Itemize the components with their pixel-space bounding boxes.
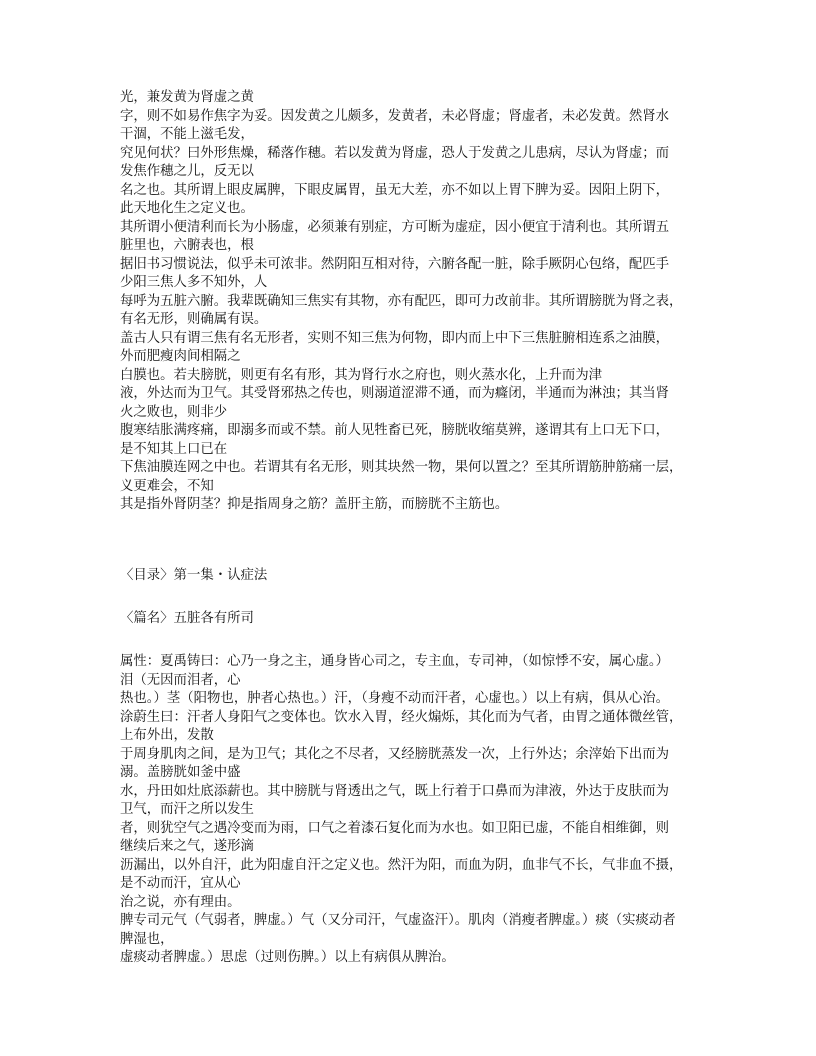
passage-five-organs <box>120 653 720 968</box>
text-line: 泪（无因而泪者，心 <box>120 672 241 688</box>
text-line: 光，兼发黄为肾虚之黄 <box>120 90 254 105</box>
text-line: 发焦作穗之儿，反无以 <box>120 164 254 179</box>
text-line: 是不动而汗，宜从心 <box>120 876 241 891</box>
text-line: 义更难会，不知 <box>120 478 214 494</box>
text-line: 其是指外肾阴茎？抑是指周身之筋？盖肝主筋，而膀胱不主筋也。 <box>120 497 509 512</box>
text-line: 继续后来之气，遂形滴 <box>120 839 254 854</box>
text-line: 溺。盖膀胱如釜中盛 <box>120 765 241 780</box>
text-line: 白膜也。若夫膀胱，则更有名有形，其为肾行水之府也，则火蒸水化，上升而为津 <box>120 367 603 383</box>
text-line: 脾湿也， <box>120 931 174 947</box>
text-line: 究见何状？曰外形焦燥，稀落作穗。若以发黄为肾虚，恐人于发黄之儿患病，尽认为肾虚；而 <box>120 145 670 161</box>
text-line: 每呼为五脏六腑。我辈既确知三焦实有其物，亦有配匹，即可力改前非。其所谓膀胱为肾之表， <box>120 293 683 309</box>
text-line: 脾专司元气（气弱者，脾虚。）气（又分司汗，气虚盗汗）。肌肉（消瘦者脾虚。）痰（实痰动者 <box>120 913 676 928</box>
text-line: 盖古人只有谓三焦有名无形者，实则不知三焦为何物，即内而上中下三焦脏腑相连系之油膜， <box>120 330 670 346</box>
text-line: 有名无形，则确属有误。 <box>120 312 268 327</box>
passage-kidney-bladder <box>120 89 720 515</box>
text-line: 卫气，而汗之所以发生 <box>120 802 254 817</box>
text-line: 上布外出，发散 <box>120 728 214 743</box>
toc-heading: 〈目录〉第一集・认症法 <box>120 568 268 583</box>
chapter-title: 〈篇名〉五脏各有所司 <box>120 611 254 626</box>
text-line: 名之也。其所谓上眼皮属脾，下眼皮属胃，虽无大差，亦不如以上胃下脾为妥。因阳上阴下， <box>120 182 670 198</box>
text-line: 治之说，亦有理由。 <box>120 894 241 910</box>
text-line: 是不知其上口已在 <box>120 441 228 457</box>
text-line: 脏里也，六腑表也，根 <box>120 238 254 253</box>
text-line: 腹寒结胀满疼痛，即溺多而或不禁。前人见牲畜已死，膀胱收缩莫辨，遂谓其有上口无下口， <box>120 423 670 438</box>
text-line: 下焦油膜连网之中也。若谓其有名无形，则其块然一物，果何以置之？至其所谓筋肿筋痛一层， <box>120 460 683 475</box>
text-line: 于周身肌肉之间，是为卫气；其化之不尽者，又经膀胱蒸发一次，上行外达；余滓始下出而为 <box>120 746 670 762</box>
text-line: 沥漏出，以外自汗，此为阳虚自汗之定义也。然汗为阳，而血为阴，血非气不长，气非血不摄， <box>120 857 683 873</box>
text-line: 属性：夏禹铸曰：心乃一身之主，通身皆心司之，专主血，专司神，（如惊悸不安，属心虚。） <box>120 654 670 669</box>
text-line: 字，则不如易作焦字为妥。因发黄之儿颇多，发黄者，未必肾虚；肾虚者，未必发黄。然肾水 <box>120 108 670 124</box>
text-line: 热也。）茎（阳物也，肿者心热也。）汗，（身瘦不动而汗者，心虚也。）以上有病，俱从心治。 <box>120 691 669 706</box>
text-line: 虚痰动者脾虚。）思虑（过则伤脾。）以上有病俱从脾治。 <box>120 950 455 965</box>
text-line: 据旧书习惯说法，似乎未可浓非。然阴阳互相对待，六腑各配一脏，除手厥阴心包络，配匹手 <box>120 256 670 272</box>
text-line: 干涸，不能上滋毛发， <box>120 127 254 142</box>
text-line: 其所谓小便清利而长为小肠虚，必须兼有别症，方可断为虚症，因小便宜于清利也。其所谓五 <box>120 219 670 235</box>
text-line: 此天地化生之定义也。 <box>120 201 254 216</box>
text-line: 火之败也，则非少 <box>120 404 228 420</box>
text-line: 者，则犹空气之遇冷变而为雨，口气之着漆石复化而为水也。如卫阳已虚，不能自相维御，则 <box>120 820 670 836</box>
text-line: 液，外达而为卫气。其受肾邪热之传也，则溺道涩滞不通，而为癃闭，半通而为淋浊；其当肾 <box>120 386 670 401</box>
text-line: 涂蔚生曰：汗者人身阳气之变体也。饮水入胃，经火煽烁，其化而为气者，由胃之通体微丝管， <box>120 709 683 725</box>
text-line: 外而肥瘦肉间相隔之 <box>120 349 241 364</box>
text-line: 水，丹田如灶底添薪也。其中膀胱与肾透出之气，既上行着于口鼻而为津液，外达于皮肤而为 <box>120 783 670 799</box>
text-line: 少阳三焦人多不知外，人 <box>120 275 268 290</box>
